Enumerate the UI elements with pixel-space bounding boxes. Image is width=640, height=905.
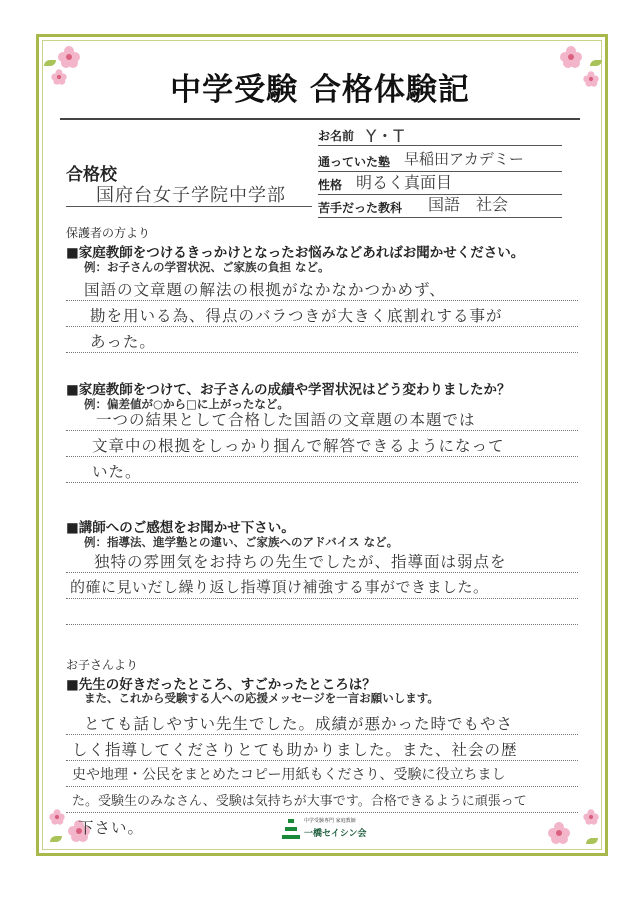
answer-rule	[66, 326, 578, 327]
cram-school-label: 通っていた塾	[318, 155, 391, 169]
answer-4-line: しく指導してくださりとても助かりました。また、社会の歴	[72, 741, 518, 759]
answer-2-line: 一つの結果として合格した国語の文章題の本題では	[96, 411, 476, 429]
personality-value: 明るく真面目	[356, 173, 453, 192]
personality-label: 性格	[318, 178, 343, 192]
name-label: お名前	[318, 129, 355, 143]
question-4: ■先生の好きだったところ、すごかったところは？	[66, 677, 376, 693]
answer-rule	[66, 734, 578, 735]
answer-4-line: 史や地理・公民をまとめたコピー用紙もくださり、受験に役立ちまし	[72, 767, 506, 783]
weak-subject-label: 苦手だった教科	[318, 201, 403, 215]
child-heading: お子さんより	[66, 658, 139, 672]
question-4-sub: また、これから受験する人への応援メッセージを一言お願いします。	[84, 691, 439, 705]
question-3-example: 例：指導法、進学塾との違い、ご家族へのアドバイス など。	[84, 535, 399, 549]
answer-rule	[66, 352, 578, 353]
question-3: ■講師へのご感想をお聞かせ下さい。	[66, 520, 295, 536]
answer-rule	[66, 572, 578, 573]
question-2: ■家庭教師をつけて、お子さんの成績や学習状況はどう変わりましたか？	[66, 382, 511, 398]
answer-2-line: 文章中の根拠をしっかり掴んで解答できるようになって	[92, 437, 505, 455]
info-rule	[318, 145, 562, 146]
logo-name: 一橋セイシン会	[304, 829, 367, 839]
cram-school-value: 早稲田アカデミー	[404, 150, 524, 168]
answer-rule	[66, 786, 578, 787]
answer-1-line: 勘を用いる為、得点のバラつきが大きく底割れする事が	[90, 307, 503, 325]
info-rule	[318, 217, 562, 218]
answer-3-line: 的確に見いだし繰り返し指導頂け補強する事ができました。	[70, 578, 489, 596]
name-value: Y・T	[366, 127, 404, 147]
answer-rule	[66, 812, 578, 813]
answer-rule	[66, 482, 578, 483]
passed-school-value: 国府台女子学院中学部	[96, 185, 286, 206]
answer-1-line: 国語の文章題の解法の根拠がなかなかつかめず、	[84, 281, 446, 299]
answer-4-line: た。受験生のみなさん、受験は気持ちが大事です。合格できるように頑張って	[72, 794, 527, 809]
guardian-heading: 保護者の方より	[66, 226, 151, 240]
school-rule	[66, 206, 312, 207]
question-1-example: 例：お子さんの学習状況、ご家族の負担 など。	[84, 260, 330, 274]
answer-4-line: とても話しやすい先生でした。成績が悪かった時でもやさ	[84, 715, 514, 733]
question-1: ■家庭教師をつけるきっかけとなったお悩みなどあればお聞かせください。	[66, 245, 525, 261]
answer-rule	[66, 598, 578, 599]
answer-rule	[66, 456, 578, 457]
answer-rule	[66, 430, 578, 431]
answer-3-line: 独特の雰囲気をお持ちの先生でしたが、指導面は弱点を	[94, 553, 507, 571]
logo-mark-icon	[282, 819, 300, 839]
answer-1-line: あった。	[90, 333, 156, 351]
answer-rule	[66, 300, 578, 301]
company-logo	[282, 815, 372, 845]
answer-rule	[66, 760, 578, 761]
flower-ornament	[49, 809, 64, 824]
page-title: 中学受験 合格体験記	[170, 72, 470, 108]
weak-subject-value: 国語 社会	[428, 195, 509, 214]
passed-school-label: 合格校	[66, 165, 117, 185]
flower-ornament	[548, 822, 570, 844]
logo-subtitle: 中学受験専門 家庭教師	[304, 818, 356, 824]
title-underline	[60, 118, 580, 120]
answer-4-line: 下さい。	[78, 819, 145, 837]
answer-rule	[66, 624, 578, 625]
flower-ornament	[583, 809, 598, 824]
answer-2-line: いた。	[92, 463, 142, 481]
question-2-example: 例：偏差値が○から□に上がったなど。	[84, 397, 289, 411]
